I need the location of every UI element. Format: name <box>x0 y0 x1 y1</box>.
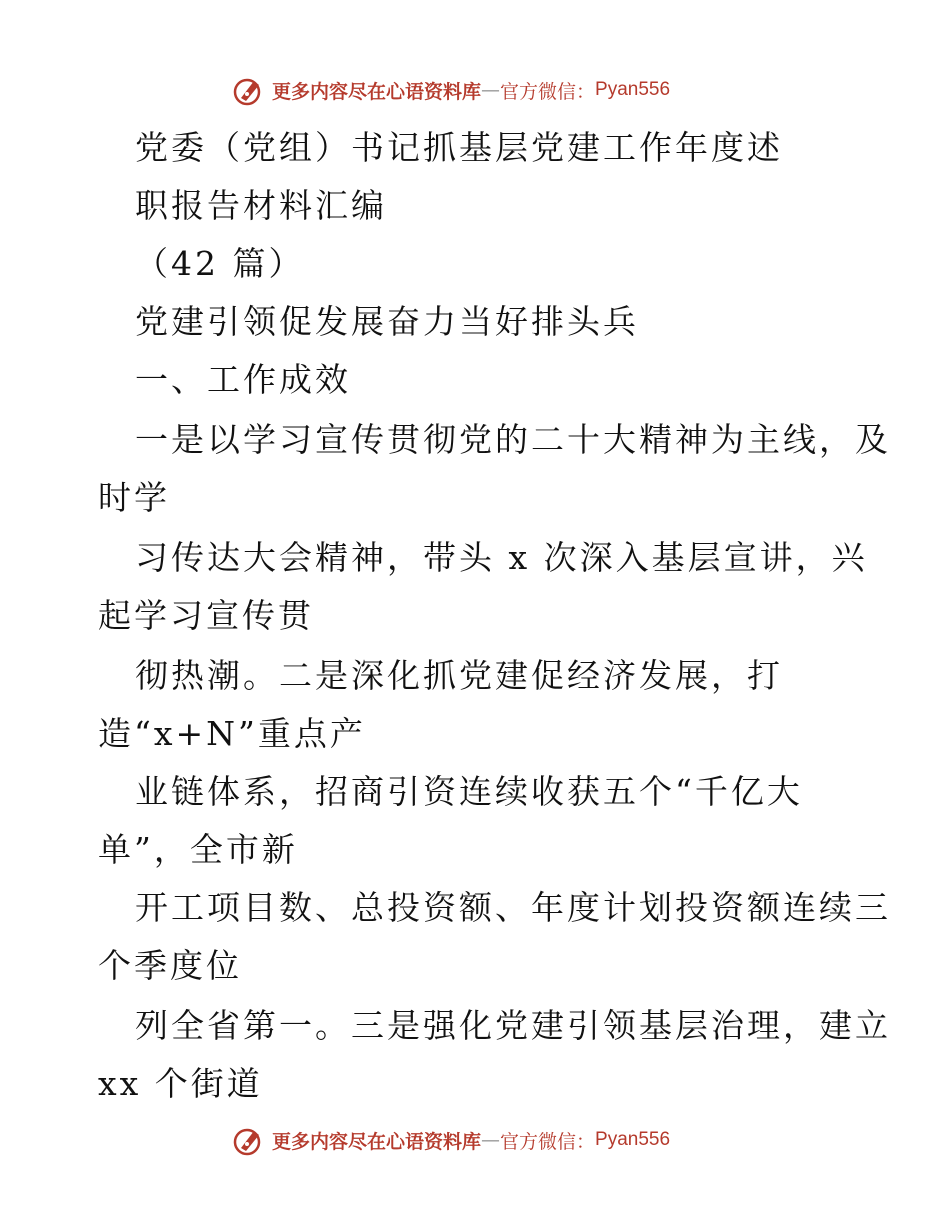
doc-paragraph-line: 个季度位 <box>98 946 242 985</box>
doc-paragraph-line: 单”，全市新 <box>98 830 298 869</box>
banner-dash: — <box>481 1129 501 1151</box>
banner-text: 更多内容尽在心语资料库 <box>272 1130 482 1153</box>
header-banner <box>232 70 712 110</box>
doc-section-title: 党建引领促发展奋力当好排头兵 <box>135 302 639 341</box>
banner-wechat-id: Pyan556 <box>595 79 671 100</box>
banner-text: 更多内容尽在心语资料库 <box>272 80 482 103</box>
doc-paragraph-line: 彻热潮。二是深化抓党建促经济发展，打 <box>135 656 783 695</box>
doc-paragraph-line: 时学 <box>98 478 170 517</box>
pen-nib-logo-icon <box>232 1123 266 1157</box>
doc-paragraph-line: 习传达大会精神，带头 x 次深入基层宣讲，兴 <box>135 538 868 577</box>
banner-wechat-label: 官方微信： <box>500 1130 596 1153</box>
doc-paragraph-line: 开工项目数、总投资额、年度计划投资额连续三 <box>135 888 891 927</box>
doc-title-line-2: 职报告材料汇编 <box>135 186 387 225</box>
doc-paragraph-line: xx 个街道 <box>98 1064 263 1103</box>
pen-nib-logo-icon <box>232 73 266 107</box>
doc-paragraph-line: 一是以学习宣传贯彻党的二十大精神为主线，及 <box>135 420 891 459</box>
doc-paragraph-line: 起学习宣传贯 <box>98 596 314 635</box>
doc-title-count: （42 篇） <box>135 244 305 283</box>
footer-banner <box>232 1120 712 1160</box>
doc-title-line-1: 党委（党组）书记抓基层党建工作年度述 <box>135 128 783 167</box>
banner-dash: — <box>481 79 501 101</box>
doc-paragraph-line: 列全省第一。三是强化党建引领基层治理，建立 <box>135 1006 891 1045</box>
doc-heading: 一、工作成效 <box>135 360 351 399</box>
doc-paragraph-line: 造“x+N”重点产 <box>98 714 366 753</box>
doc-paragraph-line: 业链体系，招商引资连续收获五个“千亿大 <box>135 772 803 811</box>
banner-wechat-label: 官方微信： <box>500 80 596 103</box>
banner-wechat-id: Pyan556 <box>595 1129 671 1150</box>
